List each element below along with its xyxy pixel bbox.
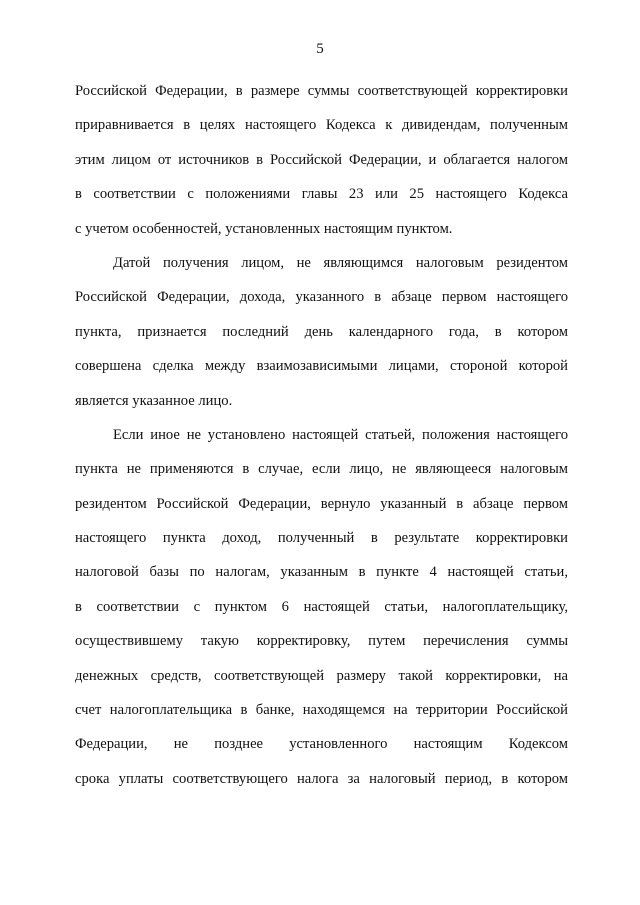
text-line: с учетом особенностей, установленных настоящим пунктом. bbox=[75, 220, 453, 237]
text-line: резидентом Российской Федерации, вернуло указанный в абзаце первом bbox=[75, 495, 568, 512]
text-line: Федерации, не позднее установленного настоящим Кодексом bbox=[75, 736, 568, 753]
text-line: пункта, признается последний день календарного года, в котором bbox=[75, 323, 568, 340]
text-line: в соответствии с пунктом 6 настоящей статьи, налогоплательщику, bbox=[75, 598, 568, 615]
text-line: Датой получения лицом, не являющимся налоговым резидентом bbox=[113, 254, 568, 271]
text-line: Если иное не установлено настоящей статьей, положения настоящего bbox=[113, 426, 568, 443]
text-line: приравнивается в целях настоящего Кодекса к дивидендам, полученным bbox=[75, 117, 568, 134]
page-number: 5 bbox=[316, 41, 324, 57]
document-body bbox=[75, 74, 568, 796]
text-line: Российской Федерации, в размере суммы соответствующей корректировки bbox=[75, 83, 568, 99]
text-line: совершена сделка между взаимозависимыми лицами, стороной которой bbox=[75, 358, 568, 375]
text-line: срока уплаты соответствующего налога за налоговый период, в котором bbox=[75, 770, 568, 787]
text-line: этим лицом от источников в Российской Федерации, и облагается налогом bbox=[75, 151, 568, 168]
text-line: Российской Федерации, дохода, указанного в абзаце первом настоящего bbox=[75, 289, 568, 306]
text-line: осуществившему такую корректировку, путем перечисления суммы bbox=[75, 633, 568, 650]
text-line: денежных средств, соответствующей размеру такой корректировки, на bbox=[75, 667, 568, 684]
paragraph-1 bbox=[75, 74, 568, 246]
text-line: налоговой базы по налогам, указанным в пункте 4 настоящей статьи, bbox=[75, 564, 568, 581]
text-line: является указанное лицо. bbox=[75, 392, 233, 409]
text-line: счет налогоплательщика в банке, находящемся на территории Российской bbox=[75, 702, 568, 719]
text-line: настоящего пункта доход, полученный в результате корректировки bbox=[75, 530, 568, 547]
text-line: пункта не применяются в случае, если лицо, не являющееся налоговым bbox=[75, 461, 568, 478]
paragraph-2 bbox=[75, 246, 568, 418]
text-line: в соответствии с положениями главы 23 или 25 настоящего Кодекса bbox=[75, 186, 568, 203]
paragraph-3 bbox=[75, 418, 568, 796]
